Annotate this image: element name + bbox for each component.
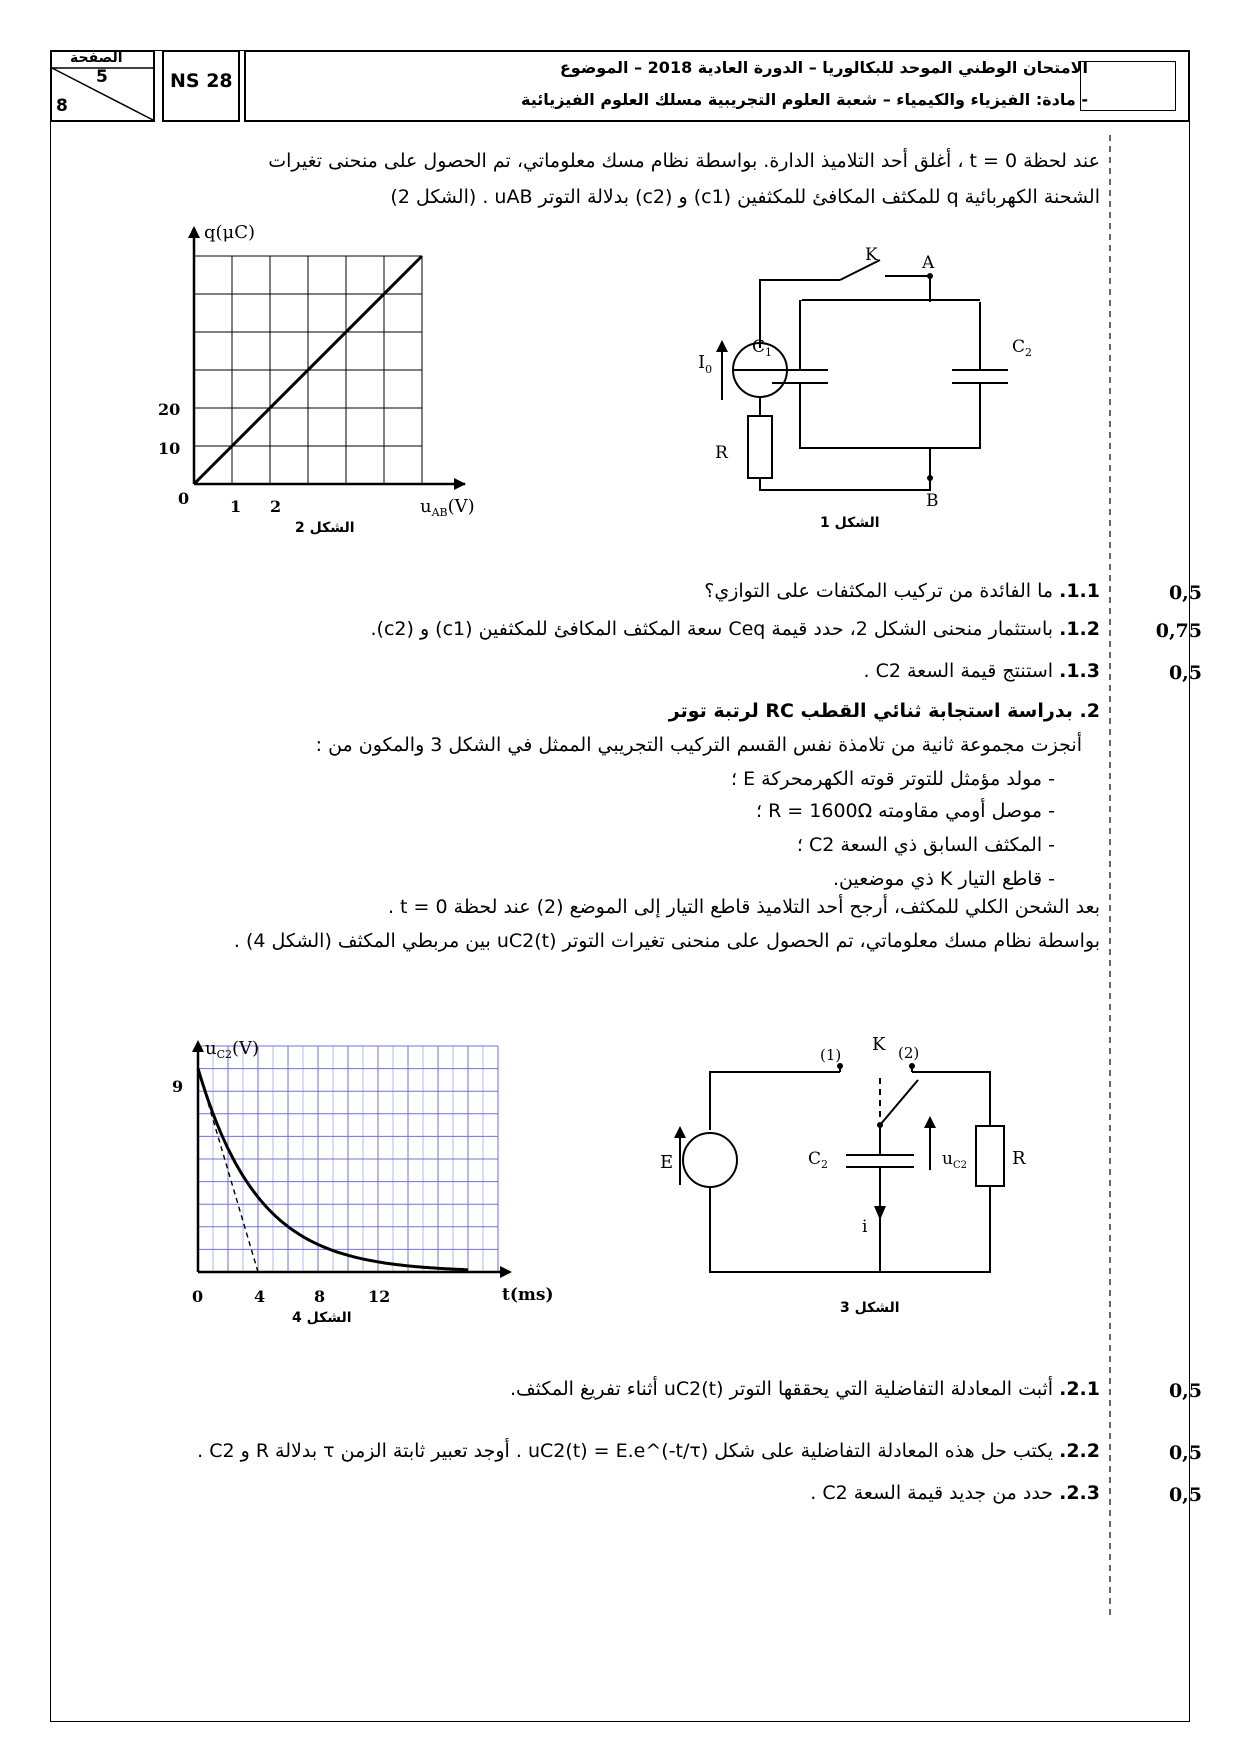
part2-item-3: - المكثف السابق ذي السعة C2 ؛: [796, 834, 1055, 856]
part2-item-2: - موصل أومي مقاومته R = 1600Ω ؛: [755, 800, 1055, 822]
figure2-y-arrow: [188, 226, 200, 238]
figure4-tick-x-8: 8: [314, 1287, 326, 1306]
question-2-3-number: 2.3.: [1059, 1482, 1100, 1504]
intro-line1: عند لحظة t = 0 ، أغلق أحد التلاميذ الدارة. بواسطة نظام مسك معلوماتي، تم الحصول على منحنى تغيرات: [268, 150, 1100, 172]
question-2-1: [510, 1378, 1100, 1400]
part2-line-after1: بعد الشحن الكلي للمكثف، أرجح أحد التلاميذ قاطع التيار إلى الموضع (2) عند لحظة t = 0 .: [387, 896, 1100, 918]
figure4-x-arrow: [500, 1266, 512, 1278]
label-r: R: [715, 443, 728, 463]
question-1-1-text: ما الفائدة من تركيب المكثفات على التوازي؟: [704, 580, 1054, 602]
label-k: K: [865, 245, 878, 265]
question-2-1-text: أثبت المعادلة التفاضلية التي يحققها التوتر uC2(t) أثناء تفريغ المكثف.: [509, 1378, 1054, 1400]
figure4-tick-x-0: 0: [192, 1287, 204, 1306]
figure2-tick-y-10: 10: [158, 439, 181, 458]
question-1-2-number: 1.2.: [1059, 618, 1100, 640]
question-1-3-number: 1.3.: [1059, 660, 1100, 682]
figure4-y-label: $u_{C2}(V)$: [205, 1038, 260, 1061]
label-i0: $I_0$: [698, 352, 713, 376]
figure4-tick-y-9: 9: [172, 1077, 184, 1096]
page-number-box: [50, 50, 155, 122]
points-2-1: 0,5: [1168, 1380, 1202, 1402]
part2-line-after2: بواسطة نظام مسك معلوماتي، تم الحصول على منحنى تغيرات التوتر uC2(t) بين مربطي المكثف (الشكل 4) .: [233, 930, 1100, 952]
score-box: [1080, 61, 1176, 111]
figure2-chart: [150, 222, 510, 542]
exam-code-box: [162, 50, 240, 122]
figure1-caption: الشكل 1: [820, 515, 880, 531]
label-k2: K: [872, 1034, 886, 1055]
figure2-tick-y-20: 20: [158, 400, 181, 419]
label-a: A: [922, 253, 935, 273]
exam-title-box: [244, 50, 1190, 122]
exam-title-line2: - مادة: الفيزياء والكيمياء – شعبة العلوم التجريبية مسلك العلوم الفيزيائية: [521, 90, 1088, 109]
question-2-1-number: 2.1.: [1059, 1378, 1100, 1400]
figure2-tick-x-1: 1: [230, 497, 242, 516]
points-1-1: 0,5: [1168, 582, 1202, 604]
part2-intro: أنجزت مجموعة ثانية من تلامذة نفس القسم التركيب التجريبي الممثل في الشكل 3 والمكون من :: [315, 734, 1082, 756]
points-1-2: 0,75: [1155, 620, 1202, 642]
figure2-x-arrow: [454, 478, 466, 490]
part2-item-4: - قاطع التيار K ذي موضعين.: [832, 868, 1055, 890]
figure2-x-label: $u_{AB}(V)$: [420, 496, 475, 519]
question-2-2-number: 2.2.: [1059, 1440, 1100, 1462]
points-1-3: 0,5: [1168, 662, 1202, 684]
points-2-3: 0,5: [1168, 1484, 1202, 1506]
voltage-source-e: [683, 1133, 737, 1187]
question-2-3: [810, 1482, 1100, 1504]
figure3-caption: الشكل 3: [840, 1300, 900, 1316]
resistor-r2: [976, 1126, 1004, 1186]
label-b: B: [926, 491, 939, 511]
question-1-1-number: 1.1.: [1059, 580, 1100, 602]
label-r2: R: [1012, 1148, 1026, 1169]
label-i: i: [862, 1217, 868, 1237]
figure2-tick-x-2: 2: [270, 497, 282, 516]
page-total: 8: [56, 96, 68, 116]
resistor-r: [748, 416, 772, 478]
label-c2: $C_2$: [1012, 337, 1033, 359]
page-number: 5: [96, 67, 108, 87]
question-2-3-text: حدد من جديد قيمة السعة C2 .: [810, 1482, 1054, 1504]
figure4-x-label: t(ms): [502, 1285, 554, 1305]
question-2-2-text: يكتب حل هذه المعادلة التفاضلية على شكل uC2(t) = E.e^(-t/τ) . أوجد تعبير ثابتة الزمن τ بدلالة R و C2 .: [197, 1440, 1054, 1462]
exam-code: NS 28: [170, 70, 233, 92]
figure2-caption: الشكل 2: [295, 520, 355, 536]
figure3-circuit: [650, 1020, 1030, 1310]
figure4-caption: الشكل 4: [292, 1310, 352, 1326]
label-uc2: $u_{C2}$: [942, 1149, 967, 1171]
intro-line2: الشحنة الكهربائية q للمكثف المكافئ للمكثفين (c1) و (c2) بدلالة التوتر uAB . (الشكل 2): [390, 186, 1100, 208]
figure4-tick-x-4: 4: [254, 1287, 266, 1306]
figure4-chart: [150, 1030, 570, 1310]
figure2-origin: 0: [178, 489, 190, 508]
label-pos1: (1): [820, 1046, 842, 1064]
part2-heading: 2. بدراسة استجابة ثنائي القطب RC لرتبة توتر: [668, 700, 1100, 722]
question-1-3-text: استنتج قيمة السعة C2 .: [863, 660, 1054, 682]
figure2-y-label: q(μC): [204, 222, 256, 243]
exam-title-line1: الامتحان الوطني الموحد للبكالوريا – الدورة العادية 2018 – الموضوع: [559, 58, 1088, 77]
figure4-tick-x-12: 12: [368, 1287, 391, 1306]
question-2-2: [197, 1440, 1100, 1462]
switch-k2: [880, 1080, 918, 1125]
figure4-grid: [198, 1046, 498, 1272]
label-c2b: $C_2$: [808, 1149, 829, 1171]
question-1-2-text: باستثمار منحنى الشكل 2، حدد قيمة Ceq سعة المكثف المكافئ للمكثفين (c1) و (c2).: [370, 618, 1054, 640]
points-2-2: 0,5: [1168, 1442, 1202, 1464]
figure1-circuit: [660, 240, 1033, 520]
label-pos2: (2): [898, 1044, 920, 1062]
question-1-3: [863, 660, 1100, 682]
page-label: الصفحة: [70, 50, 123, 66]
part2-item-1: - مولد مؤمثل للتوتر قوته الكهرمحركة E ؛: [731, 768, 1055, 790]
label-e: E: [660, 1152, 674, 1173]
margin-separator: [1108, 135, 1112, 1615]
question-1-2: [371, 618, 1101, 640]
question-1-1: [704, 580, 1100, 602]
label-c1: $C_1$: [752, 337, 773, 359]
